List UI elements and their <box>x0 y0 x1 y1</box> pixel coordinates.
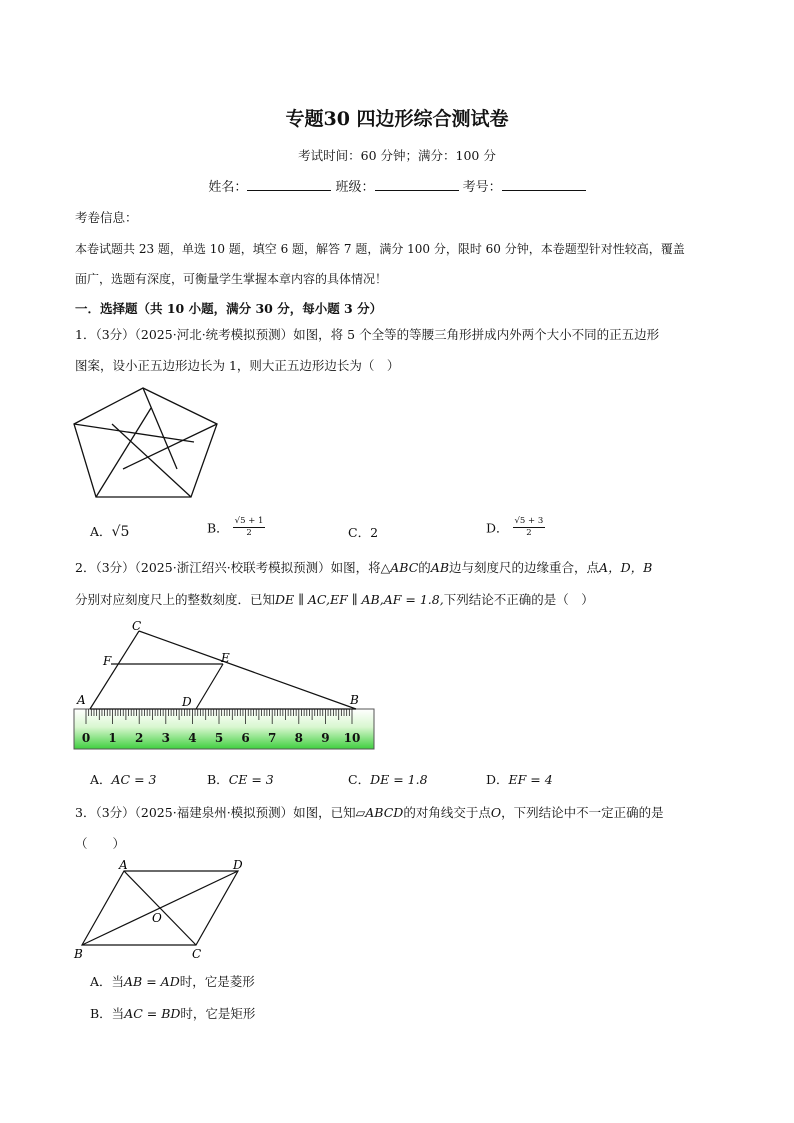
q2-line2: 分别对应刻度尺上的整数刻度．已知DE ∥ AC,EF ∥ AB,AF = 1.8,下列结论不正确的是（ ） <box>75 592 594 607</box>
q2-ruler-figure <box>70 620 380 754</box>
section-heading: 一．选择题（共 10 小题，满分 30 分，每小题 3 分） <box>75 301 383 316</box>
page-title: 专题30 四边形综合测试卷 <box>285 108 509 130</box>
paper-info-line1: 本卷试题共 23 题，单选 10 题，填空 6 题，解答 7 题，满分 100 分，限时 60 分钟，本卷题型针对性较高，覆盖 <box>75 242 685 256</box>
ruler-number: 7 <box>268 731 277 745</box>
pg-point-a-label: A <box>119 858 128 872</box>
q1-option-a[interactable]: A．√5 <box>90 524 130 540</box>
ruler-number: 8 <box>294 731 303 745</box>
q3-line1: 3．（3分）（2025·福建泉州·模拟预测）如图，已知▱ABCD的对角线交于点O，下列结论中不一定正确的是 <box>75 805 664 820</box>
paper-info-heading: 考卷信息： <box>75 210 138 225</box>
point-f-label: F <box>103 654 112 668</box>
number-label: 考号： <box>462 180 502 195</box>
name-blank[interactable] <box>247 180 331 191</box>
q1-pentagon-figure <box>70 384 222 502</box>
exam-subtitle: 考试时间：60 分钟；满分：100 分 <box>298 148 496 163</box>
q1-line1: 1．（3分）（2025·河北·统考模拟预测）如图，将 5 个全等的等腰三角形拼成内外两个大小不同的正五边形 <box>75 327 660 342</box>
q1-option-b[interactable]: B． $\frac{√5 + 1}{2}$ <box>207 516 264 538</box>
q3-line2: （ ） <box>75 836 126 851</box>
q2-option-c[interactable]: C．DE = 1.8 <box>348 772 428 787</box>
name-label: 姓名： <box>208 180 248 195</box>
point-e-label: E <box>221 651 230 665</box>
q3-option-b[interactable]: B．当AC = BD时，它是矩形 <box>90 1006 256 1021</box>
q3-option-a[interactable]: A．当AB = AD时，它是菱形 <box>90 974 255 989</box>
pg-point-c-label: C <box>192 947 202 961</box>
ruler-number: 5 <box>214 731 224 745</box>
q2-option-b[interactable]: B．CE = 3 <box>207 772 274 787</box>
q3-parallelogram-figure <box>70 856 250 964</box>
pg-point-d-label: D <box>233 858 243 872</box>
ruler-number: 0 <box>81 731 91 745</box>
pg-point-b-label: B <box>74 947 83 961</box>
point-c-label: C <box>132 620 142 633</box>
ruler-number: 4 <box>188 731 197 745</box>
ruler-number: 9 <box>321 731 330 745</box>
student-info-row <box>0 176 794 195</box>
class-label: 班级： <box>335 180 375 195</box>
q1-option-c[interactable]: C．2 <box>348 525 379 540</box>
ruler-number: 1 <box>108 731 117 745</box>
point-a-label: A <box>77 693 86 707</box>
point-d-label: D <box>182 695 192 709</box>
q1-option-d[interactable]: D． $\frac{√5 + 3}{2}$ <box>486 516 544 538</box>
q2-option-a[interactable]: A．AC = 3 <box>90 772 157 787</box>
class-blank[interactable] <box>375 180 459 191</box>
number-blank[interactable] <box>502 180 586 191</box>
paper-info-line2: 面广，选题有深度，可衡量学生掌握本章内容的具体情况！ <box>75 272 388 286</box>
q2-option-d[interactable]: D．EF = 4 <box>486 772 553 787</box>
pg-point-o-label: O <box>152 911 162 925</box>
ruler-number: 2 <box>135 731 144 745</box>
point-b-label: B <box>350 693 359 707</box>
ruler-number: 3 <box>161 731 170 745</box>
ruler-number: 10 <box>343 731 361 745</box>
q2-line1: 2．（3分）（2025·浙江绍兴·校联考模拟预测）如图，将△ABC的AB边与刻度尺的边缘重合，点A，D，B <box>75 560 653 575</box>
ruler-number: 6 <box>241 731 250 745</box>
q1-line2: 图案，设小正五边形边长为 1，则大正五边形边长为（ ） <box>75 358 400 373</box>
